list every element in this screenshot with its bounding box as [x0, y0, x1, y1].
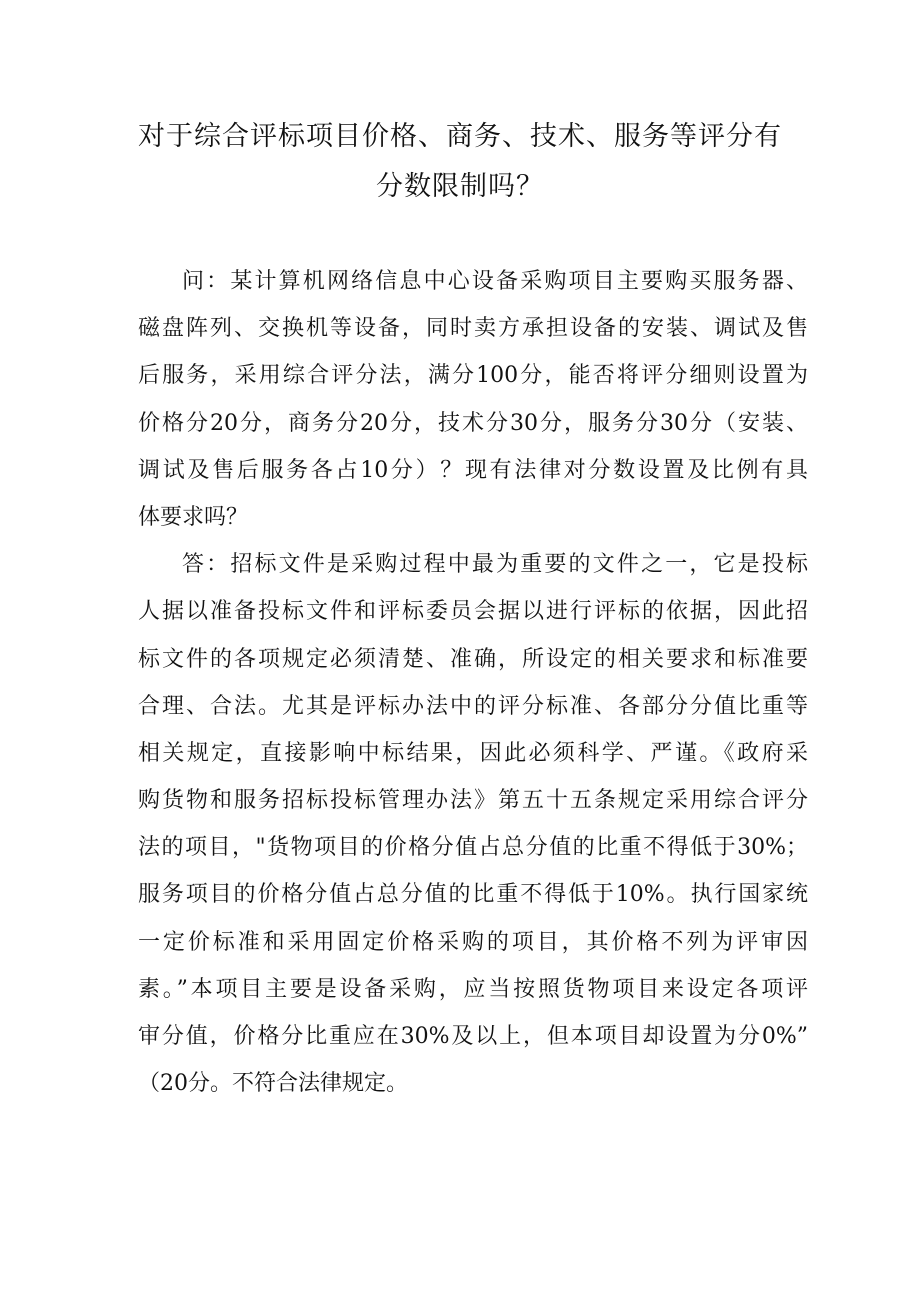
- question-line: 调试及售后服务各占10分）？现有法律对分数设置及比例有具: [138, 457, 808, 483]
- question-line: 问：某计算机网络信息中心设备采购项目主要购买服务器、: [182, 269, 808, 294]
- document-title: [120, 112, 800, 212]
- answer-line: 素。”本项目主要是设备采购，应当按照货物项目来设定各项评: [138, 976, 808, 1002]
- question-line: 价格分20分，商务分20分，技术分30分，服务分30分（安装、: [138, 410, 808, 436]
- document-body: [138, 258, 808, 1107]
- question-line: 后服务，采用综合评分法，满分100分，能否将评分细则设置为: [138, 363, 808, 389]
- answer-line: （20分。不符合法律规定。: [138, 1071, 408, 1097]
- answer-line: 标文件的各项规定必须清楚、准确，所设定的相关要求和标准要: [138, 646, 808, 672]
- question-line: 体要求吗？: [138, 504, 249, 530]
- answer-line: 一定价标准和采用固定价格采购的项目，其价格不列为评审因: [138, 929, 808, 955]
- title-line-1: 对于综合评标项目价格、商务、技术、服务等评分有: [138, 121, 782, 152]
- answer-line: 审分值，价格分比重应在30%及以上，但本项目却设置为分0%”: [138, 1024, 808, 1049]
- answer-line: 答：招标文件是采购过程中最为重要的文件之一，它是投标: [182, 552, 808, 578]
- question-paragraph: [138, 258, 808, 541]
- answer-line: 服务项目的价格分值占总分值的比重不得低于10%。执行国家统: [138, 882, 808, 908]
- answer-line: 相关规定，直接影响中标结果，因此必须科学、严谨。《政府采: [138, 740, 808, 766]
- answer-line: 购货物和服务招标投标管理办法》第五十五条规定采用综合评分: [138, 788, 808, 814]
- answer-line: 人据以准备投标文件和评标委员会据以进行评标的依据，因此招: [138, 599, 808, 625]
- title-line-2: 分数限制吗？: [376, 171, 544, 202]
- answer-paragraph: [138, 541, 808, 1107]
- answer-line: 合理、合法。尤其是评标办法中的评分标准、各部分分值比重等: [138, 693, 808, 719]
- question-line: 磁盘阵列、交换机等设备，同时卖方承担设备的安装、调试及售: [138, 316, 808, 342]
- answer-line: 法的项目，"货物项目的价格分值占总分值的比重不得低于30%；: [138, 835, 808, 861]
